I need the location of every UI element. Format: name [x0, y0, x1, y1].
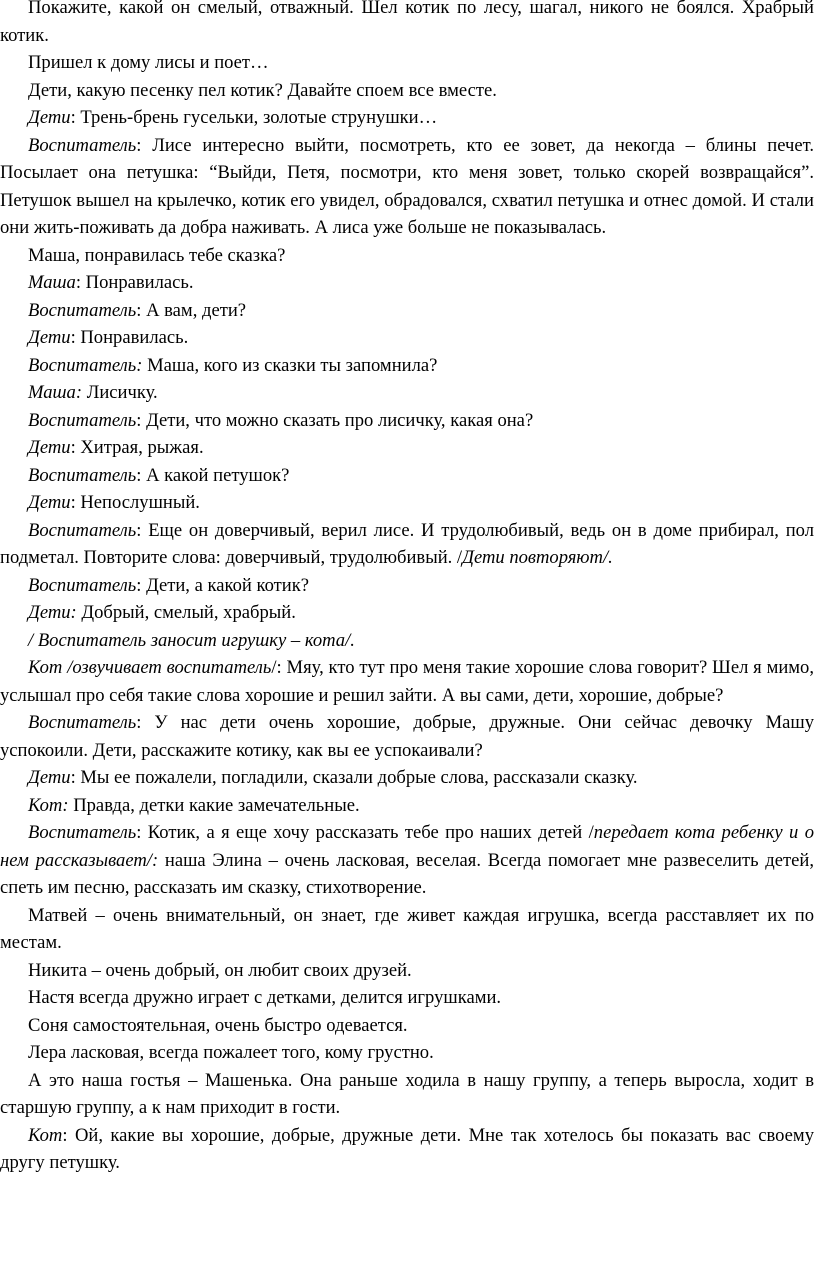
paragraph	[0, 1067, 814, 1122]
paragraph	[0, 324, 814, 352]
paragraph	[0, 599, 814, 627]
text-run: Лисичку.	[82, 382, 158, 403]
italic-text-run: Маша:	[28, 382, 83, 403]
paragraph	[0, 984, 814, 1012]
paragraph	[0, 462, 814, 490]
paragraph	[0, 957, 814, 985]
paragraph	[0, 132, 814, 242]
text-run: Никита – очень добрый, он любит своих друзей.	[28, 959, 412, 981]
paragraph	[0, 627, 814, 655]
text-run: : Дети, а какой котик?	[136, 574, 309, 596]
text-run: : Непослушный.	[70, 492, 200, 513]
italic-text-run: Дети	[28, 492, 71, 513]
paragraph	[0, 1012, 814, 1040]
italic-text-run: Дети	[28, 107, 71, 128]
paragraph	[0, 764, 814, 792]
text-run: Маша, кого из сказки ты запомнила?	[142, 354, 438, 376]
text-run: Добрый, смелый, храбрый.	[76, 602, 296, 623]
paragraph	[0, 902, 814, 957]
italic-text-run: Кот:	[28, 794, 69, 816]
text-run: Дети, какую песенку пел котик? Давайте споем все вместе.	[28, 79, 497, 101]
text-run: А это наша гостья – Машенька. Она раньше ходила в нашу группу, а теперь выросла, ходит в старшую группу, а к нам приходит в гости.	[0, 1069, 814, 1118]
paragraph	[0, 1122, 814, 1177]
text-run: Правда, детки какие замечательные.	[68, 794, 360, 816]
text-run: Настя всегда дружно играет с детками, делится игрушками.	[28, 987, 502, 1008]
paragraph	[0, 49, 814, 77]
text-run: : Хитрая, рыжая.	[70, 437, 204, 458]
text-run: Маша, понравилась тебе сказка?	[28, 244, 286, 266]
text-run: наша Элина – очень ласковая, веселая. Всегда помогает мне развеселить детей, спеть им песню, рассказать им сказку, стихотворение.	[0, 849, 814, 898]
paragraph	[0, 489, 814, 517]
italic-text-run: Кот	[28, 1124, 63, 1146]
paragraph	[0, 269, 814, 297]
paragraph	[0, 792, 814, 820]
text-run: : А вам, дети?	[136, 299, 247, 321]
paragraph	[0, 517, 814, 572]
text-run: : Котик, а я еще хочу рассказать тебе про наших детей /	[136, 822, 594, 843]
italic-text-run: Дети	[28, 437, 71, 458]
italic-text-run: Воспитатель	[28, 299, 137, 321]
italic-text-run: Дети повторяют/.	[462, 547, 613, 568]
text-run: : Мы ее пожалели, погладили, сказали добрые слова, рассказали сказку.	[70, 767, 638, 788]
italic-text-run: Воспитатель	[28, 409, 137, 431]
italic-text-run: Дети:	[28, 602, 77, 623]
paragraph	[0, 654, 814, 709]
text-run: : Трень-брень гусельки, золотые струнушки…	[70, 107, 438, 128]
text-run: : А какой петушок?	[136, 464, 290, 486]
text-run: : Понравилась.	[70, 327, 189, 348]
text-run: : Лисе интересно выйти, посмотреть, кто ее зовет, да некогда – блины печет. Посылает она петушка: “Выйди, Петя, посмотри, кто меня зовет, только скорей возвращайся”. Петушок вышел на крылечко, котик его увидел, обрадовался, схватил петушка и отнес домой. И стали они жить-поживать да добра наживать. А лиса уже больше не показывалась.	[0, 134, 814, 238]
paragraph	[0, 379, 814, 407]
text-run: : У нас дети очень хорошие, добрые, дружные. Они сейчас девочку Машу успокоили. Дети, расскажите котику, как вы ее успокаивали?	[0, 712, 814, 761]
italic-text-run: Кот /озвучивает воспитатель	[28, 657, 272, 678]
paragraph	[0, 572, 814, 600]
text-run: : Ой, какие вы хорошие, добрые, дружные дети. Мне так хотелось бы показать вас своему другу петушку.	[0, 1124, 814, 1173]
italic-text-run: Дети	[28, 767, 71, 788]
italic-text-run: Воспитатель	[28, 519, 137, 541]
italic-text-run: Воспитатель:	[28, 354, 143, 376]
paragraph	[0, 77, 814, 105]
paragraph	[0, 819, 814, 902]
text-run: Пришел к дому лисы и поет…	[28, 52, 269, 73]
paragraph	[0, 0, 814, 49]
italic-text-run: Воспитатель	[28, 574, 137, 596]
italic-text-run: Воспитатель	[28, 712, 137, 733]
paragraph	[0, 242, 814, 270]
text-run: : Понравилась.	[75, 272, 194, 293]
text-run: : Дети, что можно сказать про лисичку, какая она?	[136, 409, 534, 431]
paragraph	[0, 297, 814, 325]
italic-text-run: Маша	[28, 272, 76, 293]
paragraph	[0, 434, 814, 462]
paragraph	[0, 1039, 814, 1067]
text-run: : Еще он доверчивый, верил лисе. И трудолюбивый, ведь он в доме прибирал, пол подметал. Повторите слова: доверчивый, трудолюбивый. /	[0, 519, 814, 568]
italic-text-run: Воспитатель	[28, 464, 137, 486]
italic-text-run: передает кота ребенку и о нем рассказывает/:	[0, 822, 814, 871]
italic-text-run: / Воспитатель заносит игрушку – кота/.	[28, 629, 355, 651]
text-run: /: Мяу, кто тут про меня такие хорошие слова говорит? Шел я мимо, услышал про себя такие слова хорошие и решил зайти. А вы сами, дети, хорошие, добрые?	[0, 657, 814, 706]
paragraph	[0, 709, 814, 764]
text-run: Лера ласковая, всегда пожалеет того, кому грустно.	[28, 1042, 434, 1063]
text-run: Покажите, какой он смелый, отважный. Шел котик по лесу, шагал, никого не боялся. Храбрый котик.	[0, 0, 814, 46]
italic-text-run: Воспитатель	[28, 822, 137, 843]
text-run: Матвей – очень внимательный, он знает, где живет каждая игрушка, всегда расставляет их по местам.	[0, 904, 814, 953]
paragraph	[0, 104, 814, 132]
text-run: Соня самостоятельная, очень быстро одевается.	[28, 1014, 408, 1036]
italic-text-run: Дети	[28, 327, 71, 348]
italic-text-run: Воспитатель	[28, 134, 137, 156]
paragraph	[0, 352, 814, 380]
paragraph	[0, 407, 814, 435]
